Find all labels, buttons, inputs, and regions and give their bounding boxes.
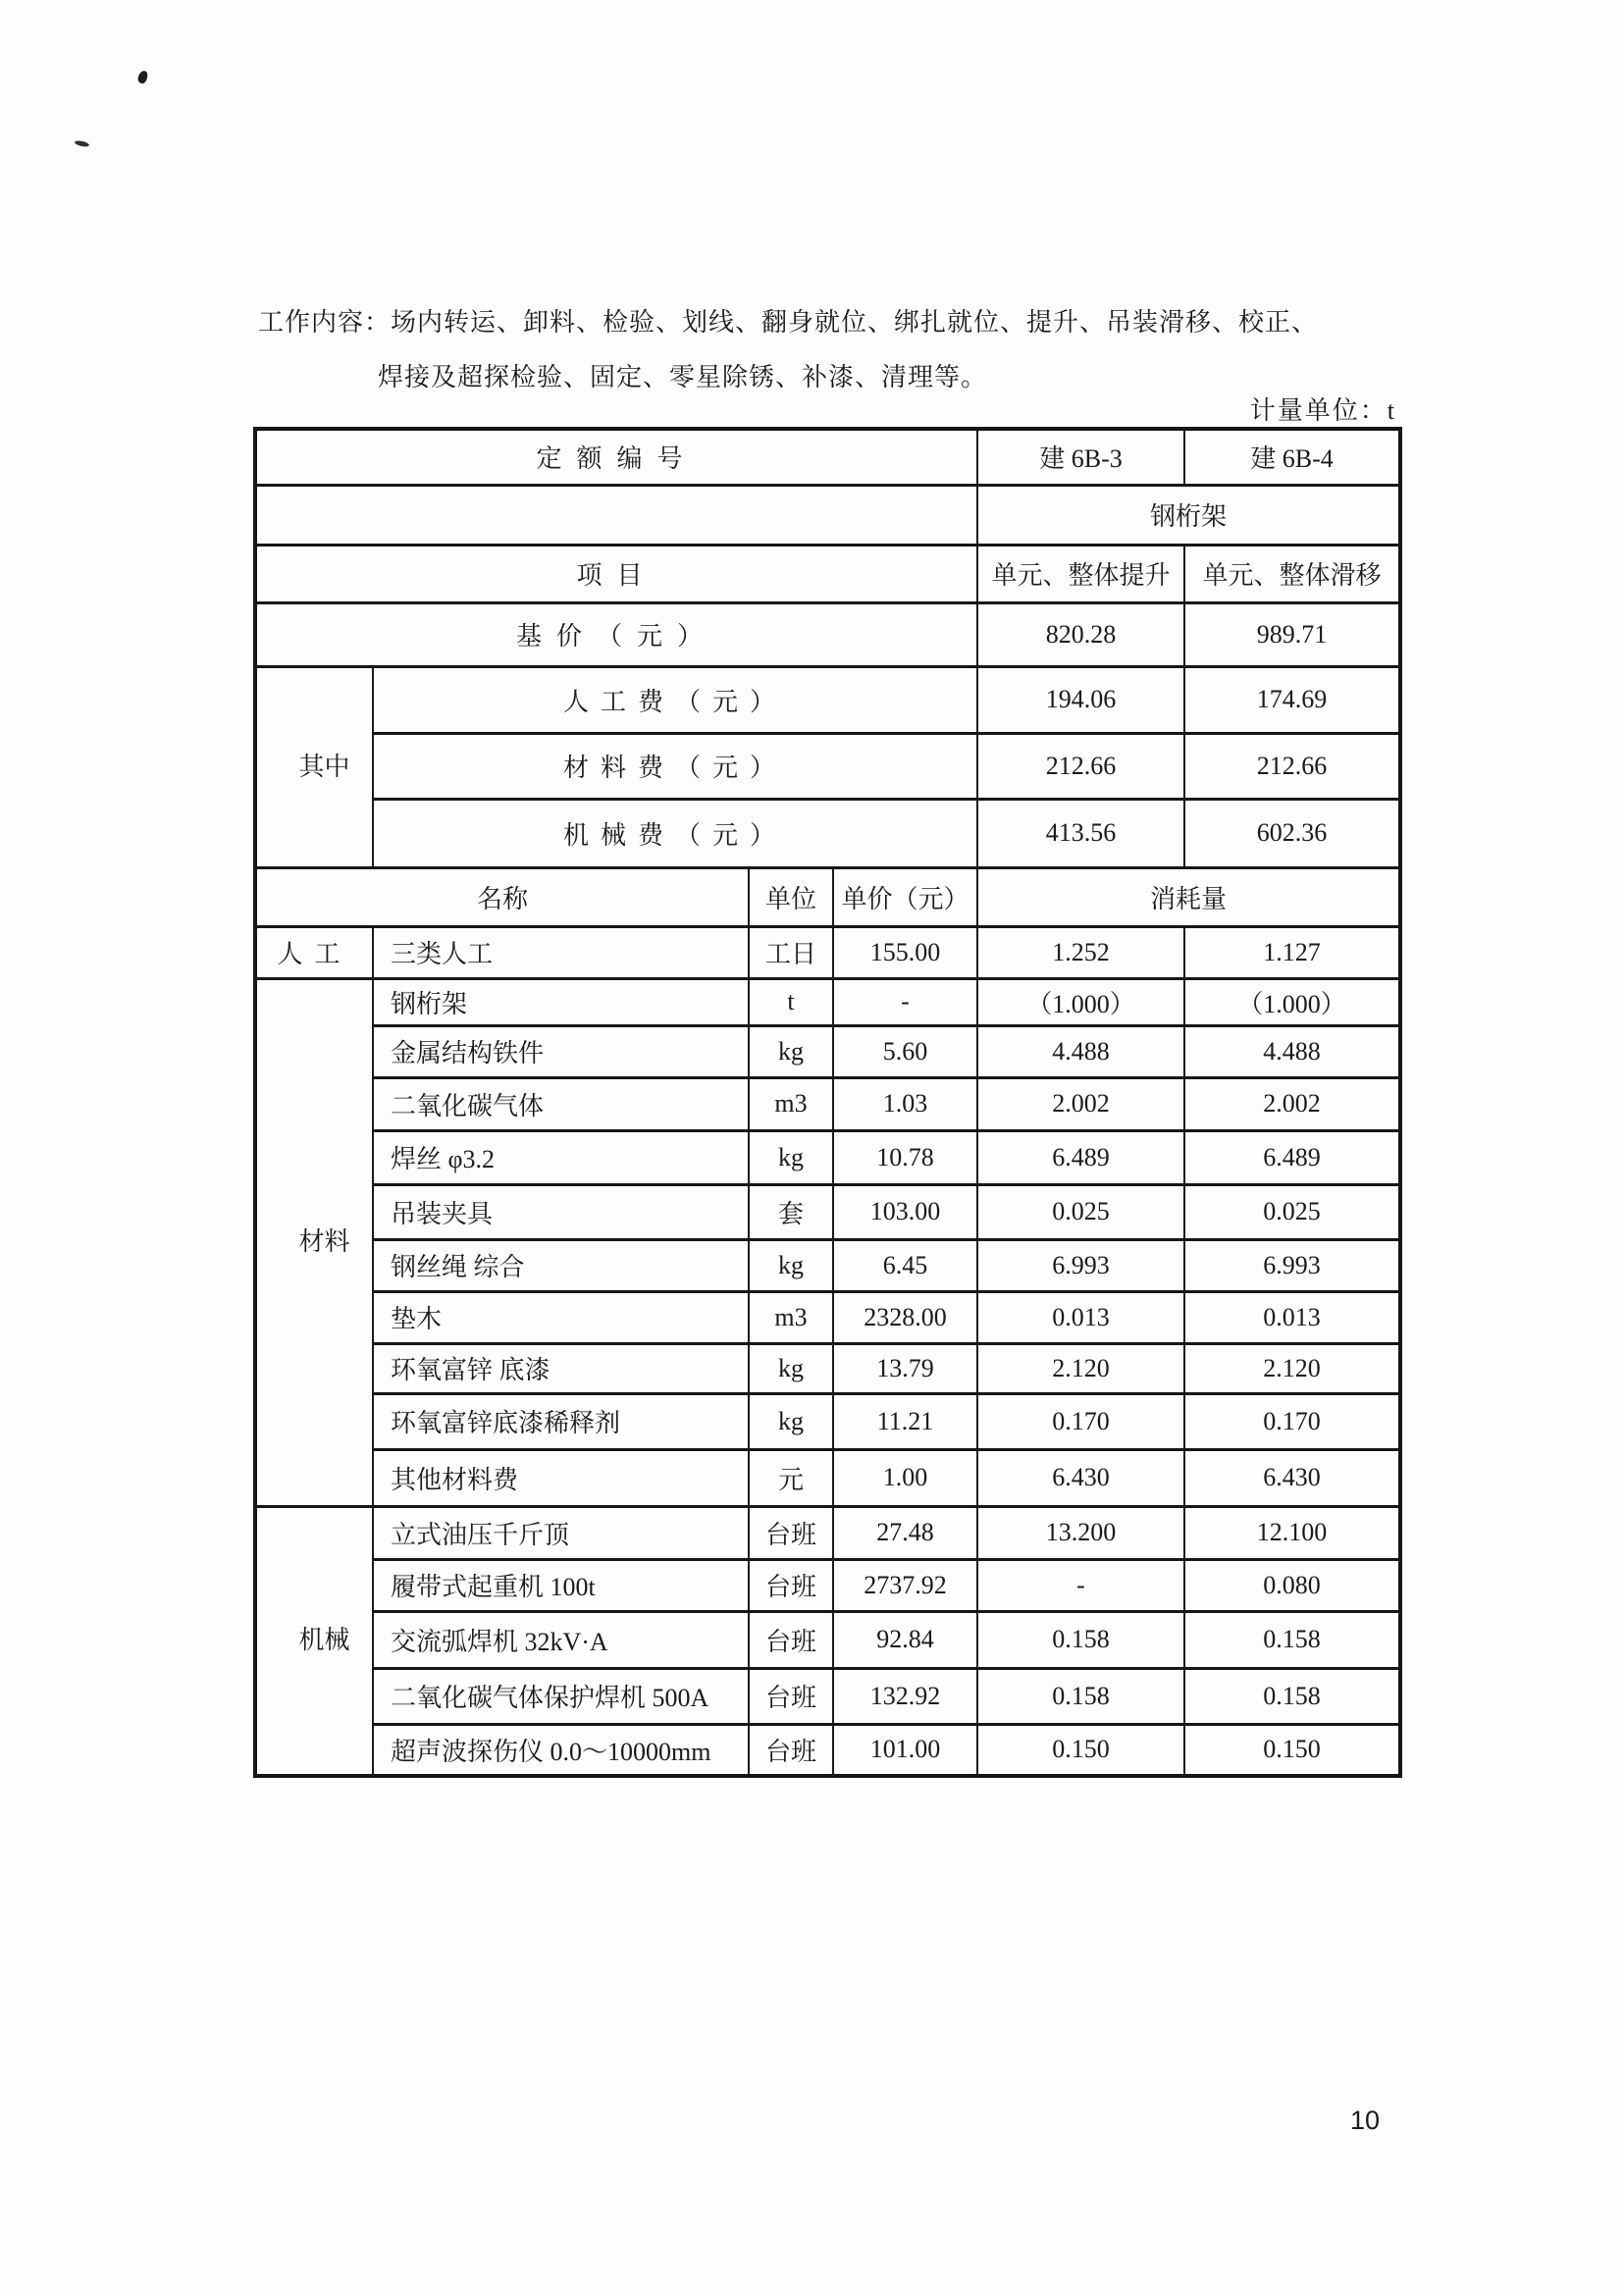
ink-speck [136, 70, 149, 84]
section-label-material: 材料 [298, 1227, 350, 1257]
work-content-label: 工作内容： [258, 308, 392, 337]
page-number: 10 [1350, 2106, 1381, 2135]
row-material-fee [255, 733, 1400, 799]
item-name: 三类人工 [373, 926, 749, 978]
item-consumption-1: 13.200 [977, 1506, 1184, 1559]
machine-fee-1: 413.56 [977, 799, 1184, 867]
item-unit: 工日 [749, 926, 833, 978]
base-price-label: 基价（元） [255, 602, 977, 666]
quota-code-2: 建 6B-4 [1184, 429, 1400, 485]
item-name: 二氧化碳气体 [373, 1077, 749, 1130]
item-price: 11.21 [833, 1393, 977, 1449]
row-material-item [255, 1130, 1400, 1184]
item-consumption-1: 6.430 [977, 1449, 1184, 1506]
item-consumption-1: 0.025 [977, 1184, 1184, 1239]
item-name: 钢桁架 [373, 978, 749, 1025]
material-fee-label: 材料费（元） [373, 733, 977, 799]
labor-fee-1: 194.06 [977, 666, 1184, 733]
col-header-consumption: 消耗量 [977, 867, 1400, 926]
item-consumption-1: 0.158 [977, 1611, 1184, 1668]
item-consumption-2: 0.170 [1184, 1393, 1400, 1449]
ink-speck [75, 139, 90, 147]
item-price: 92.84 [833, 1611, 977, 1668]
item-consumption-1: 0.150 [977, 1724, 1184, 1776]
row-material-item [255, 1449, 1400, 1506]
item-unit: 台班 [749, 1506, 833, 1559]
labor-fee-2: 174.69 [1184, 666, 1400, 733]
item-name: 金属结构铁件 [373, 1025, 749, 1077]
item-unit: 元 [749, 1449, 833, 1506]
item-price: 101.00 [833, 1724, 977, 1776]
item-price: 13.79 [833, 1343, 977, 1393]
item-name: 垫木 [373, 1291, 749, 1343]
item-consumption-2: 2.002 [1184, 1077, 1400, 1130]
item-consumption-2: 0.158 [1184, 1668, 1400, 1724]
row-quota-code [255, 429, 1400, 485]
work-content-line-1 [258, 295, 1318, 350]
item-price: 2737.92 [833, 1559, 977, 1611]
col-header-name: 名称 [255, 867, 749, 926]
item-unit: kg [749, 1343, 833, 1393]
item-consumption-2: 6.993 [1184, 1239, 1400, 1291]
row-machine-item [255, 1611, 1400, 1668]
item-consumption-2: 0.080 [1184, 1559, 1400, 1611]
work-content [258, 295, 1318, 405]
labor-fee-label: 人工费（元） [373, 666, 977, 733]
item-unit: 台班 [749, 1724, 833, 1776]
item-consumption-2: 0.013 [1184, 1291, 1400, 1343]
row-material-item [255, 1025, 1400, 1077]
col-header-unit: 单位 [749, 867, 833, 926]
item-price: - [833, 978, 977, 1025]
machine-fee-2: 602.36 [1184, 799, 1400, 867]
row-material-item [255, 1077, 1400, 1130]
section-label-machine-cell [255, 1506, 373, 1776]
item-consumption-2: 0.150 [1184, 1724, 1400, 1776]
item-name: 环氧富锌底漆稀释剂 [373, 1393, 749, 1449]
material-fee-2: 212.66 [1184, 733, 1400, 799]
item-consumption-1: 0.158 [977, 1668, 1184, 1724]
item-name: 其他材料费 [373, 1449, 749, 1506]
row-material-item [255, 978, 1400, 1025]
measure-unit-note: 计量单位：t [1249, 396, 1396, 425]
blank-cell [255, 485, 977, 545]
among-label-cell [255, 666, 373, 867]
item-consumption-1: 2.002 [977, 1077, 1184, 1130]
item-unit: 套 [749, 1184, 833, 1239]
item-consumption-1: （1.000） [977, 978, 1184, 1025]
base-price-1: 820.28 [977, 602, 1184, 666]
item-price: 155.00 [833, 926, 977, 978]
item-consumption-1: 1.252 [977, 926, 1184, 978]
row-machine-item [255, 1506, 1400, 1559]
quota-table [253, 427, 1402, 1778]
section-label-machine: 机械 [298, 1626, 350, 1655]
row-machine-fee [255, 799, 1400, 867]
row-material-item [255, 1291, 1400, 1343]
item-name: 焊丝 φ3.2 [373, 1130, 749, 1184]
base-price-2: 989.71 [1184, 602, 1400, 666]
item-unit: kg [749, 1393, 833, 1449]
row-machine-item [255, 1724, 1400, 1776]
row-machine-item [255, 1559, 1400, 1611]
item-consumption-1: 6.489 [977, 1130, 1184, 1184]
item-consumption-2: （1.000） [1184, 978, 1400, 1025]
item-unit: 台班 [749, 1611, 833, 1668]
col-header-price: 单价（元） [833, 867, 977, 926]
item-unit: kg [749, 1025, 833, 1077]
row-labor-item [255, 926, 1400, 978]
item-price: 1.03 [833, 1077, 977, 1130]
item-consumption-2: 6.430 [1184, 1449, 1400, 1506]
row-item [255, 545, 1400, 602]
work-content-text-1: 场内转运、卸料、检验、划线、翻身就位、绑扎就位、提升、吊装滑移、校正、 [391, 308, 1319, 337]
quota-code-label: 定额编号 [255, 429, 977, 485]
row-labor-fee [255, 666, 1400, 733]
item-unit: kg [749, 1130, 833, 1184]
item-price: 1.00 [833, 1449, 977, 1506]
item-consumption-1: 4.488 [977, 1025, 1184, 1077]
item-price: 10.78 [833, 1130, 977, 1184]
item-name: 立式油压千斤顶 [373, 1506, 749, 1559]
item-unit: m3 [749, 1291, 833, 1343]
item-price: 2328.00 [833, 1291, 977, 1343]
row-material-item [255, 1239, 1400, 1291]
item-consumption-1: - [977, 1559, 1184, 1611]
item-name: 二氧化碳气体保护焊机 500A [373, 1668, 749, 1724]
item-label: 项目 [255, 545, 977, 602]
item-name: 履带式起重机 100t [373, 1559, 749, 1611]
section-label-labor: 人工 [255, 926, 373, 978]
item-consumption-2: 1.127 [1184, 926, 1400, 978]
item-price: 27.48 [833, 1506, 977, 1559]
row-material-item [255, 1393, 1400, 1449]
item-consumption-2: 12.100 [1184, 1506, 1400, 1559]
item-name: 交流弧焊机 32kV·A [373, 1611, 749, 1668]
item-unit: t [749, 978, 833, 1025]
row-column-header [255, 867, 1400, 926]
item-price: 103.00 [833, 1184, 977, 1239]
item-consumption-2: 0.025 [1184, 1184, 1400, 1239]
machine-fee-label: 机械费（元） [373, 799, 977, 867]
item-unit: 台班 [749, 1559, 833, 1611]
item-unit: 台班 [749, 1668, 833, 1724]
row-machine-item [255, 1668, 1400, 1724]
item-name: 吊装夹具 [373, 1184, 749, 1239]
item-consumption-2: 0.158 [1184, 1611, 1400, 1668]
item-consumption-1: 2.120 [977, 1343, 1184, 1393]
item-consumption-1: 0.013 [977, 1291, 1184, 1343]
item-price: 132.92 [833, 1668, 977, 1724]
material-fee-1: 212.66 [977, 733, 1184, 799]
row-material-item [255, 1184, 1400, 1239]
item-2: 单元、整体滑移 [1184, 545, 1400, 602]
item-consumption-2: 4.488 [1184, 1025, 1400, 1077]
item-price: 6.45 [833, 1239, 977, 1291]
item-consumption-2: 2.120 [1184, 1343, 1400, 1393]
item-consumption-2: 6.489 [1184, 1130, 1400, 1184]
item-name: 钢丝绳 综合 [373, 1239, 749, 1291]
category-name: 钢桁架 [977, 485, 1400, 545]
item-name: 超声波探伤仪 0.0～10000mm [373, 1724, 749, 1776]
row-category [255, 485, 1400, 545]
quota-code-1: 建 6B-3 [977, 429, 1184, 485]
item-consumption-1: 0.170 [977, 1393, 1184, 1449]
item-consumption-1: 6.993 [977, 1239, 1184, 1291]
row-base-price [255, 602, 1400, 666]
work-content-text-2: 焊接及超探检验、固定、零星除锈、补漆、清理等。 [378, 363, 988, 391]
among-label: 其中 [298, 752, 350, 781]
row-material-item [255, 1343, 1400, 1393]
item-price: 5.60 [833, 1025, 977, 1077]
item-unit: kg [749, 1239, 833, 1291]
item-unit: m3 [749, 1077, 833, 1130]
item-1: 单元、整体提升 [977, 545, 1184, 602]
section-label-material-cell [255, 978, 373, 1506]
item-name: 环氧富锌 底漆 [373, 1343, 749, 1393]
